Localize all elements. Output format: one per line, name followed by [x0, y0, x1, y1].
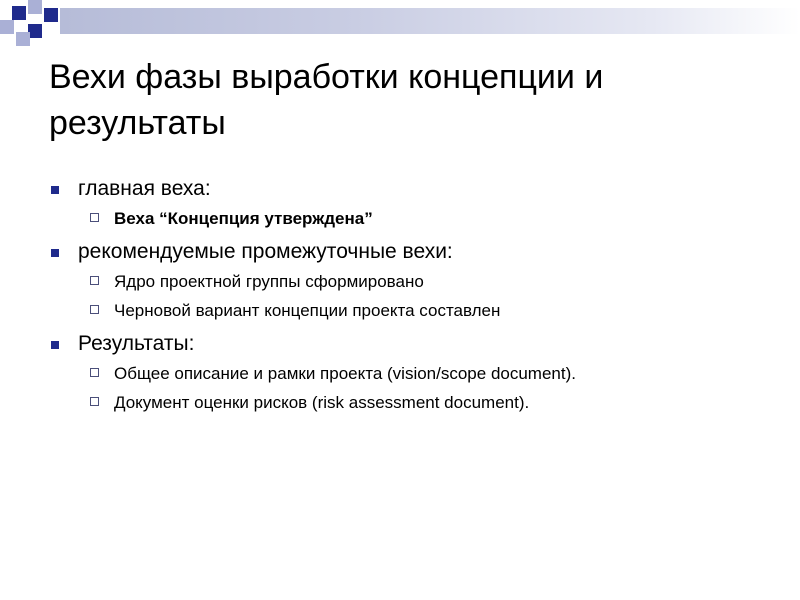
- sub-list-item: [50, 267, 770, 296]
- hollow-square-bullet-icon: [90, 213, 99, 222]
- header-gradient-band: [60, 8, 800, 34]
- sub-list-item: [50, 359, 770, 388]
- sub-bullet-text: Веха “Концепция утверждена”: [114, 209, 373, 228]
- bullet-list: [50, 174, 770, 417]
- decor-square-icon: [28, 24, 42, 38]
- list-item: [50, 237, 770, 267]
- sub-bullet-text: Общее описание и рамки проекта (vision/scope document).: [114, 364, 576, 383]
- square-bullet-icon: [51, 249, 59, 257]
- sub-bullet-text: Ядро проектной группы сформировано: [114, 272, 424, 291]
- sub-list-item: [50, 204, 770, 233]
- hollow-square-bullet-icon: [90, 305, 99, 314]
- square-bullet-icon: [51, 186, 59, 194]
- decor-square-icon: [28, 0, 42, 14]
- decor-square-icon: [44, 8, 58, 22]
- sub-bullet-text: Черновой вариант концепции проекта составлен: [114, 301, 501, 320]
- bullet-text: рекомендуемые промежуточные вехи:: [78, 240, 453, 263]
- decor-square-icon: [12, 6, 26, 20]
- decor-square-icon: [16, 32, 30, 46]
- square-bullet-icon: [51, 341, 59, 349]
- bullet-text: главная веха:: [78, 177, 211, 200]
- slide-title: Вехи фазы выработки концепции и результаты: [49, 58, 604, 142]
- decor-square-icon: [0, 20, 14, 34]
- sub-list-item: [50, 296, 770, 325]
- hollow-square-bullet-icon: [90, 397, 99, 406]
- hollow-square-bullet-icon: [90, 368, 99, 377]
- sub-list-item: [50, 388, 770, 417]
- sub-bullet-text: Документ оценки рисков (risk assessment document).: [114, 393, 530, 412]
- hollow-square-bullet-icon: [90, 276, 99, 285]
- list-item: [50, 174, 770, 204]
- bullet-text: Результаты:: [78, 332, 195, 355]
- list-item: [50, 329, 770, 359]
